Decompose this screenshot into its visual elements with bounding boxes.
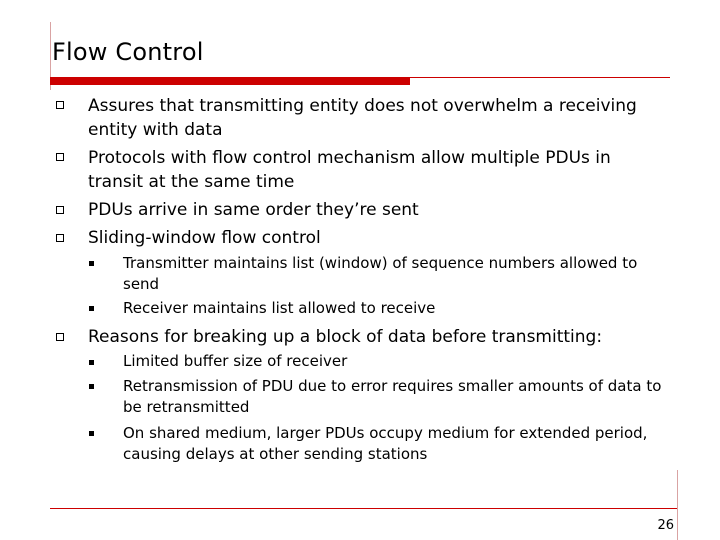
filled-square-icon [89, 261, 94, 266]
hollow-square-icon [56, 234, 64, 242]
bullet-text: Assures that transmitting entity does not overwhelm a receiving entity with data [88, 96, 637, 140]
filled-square-icon [89, 306, 94, 311]
footer-rule [50, 508, 678, 509]
footer-accent-rule [677, 470, 678, 540]
sub-bullet-text: Limited buffer size of receiver [123, 352, 348, 370]
sub-bullet-text: Receiver maintains list allowed to receive [123, 299, 436, 317]
slide-title: Flow Control [52, 38, 204, 66]
bullet-text: Sliding-window flow control [88, 228, 321, 248]
sub-bullet-text: On shared medium, larger PDUs occupy medium for extended period, causing delays at other sending stations [123, 424, 648, 463]
hollow-square-icon [56, 101, 64, 109]
filled-square-icon [89, 431, 94, 436]
hollow-square-icon [56, 153, 64, 161]
hollow-square-icon [56, 333, 64, 341]
hollow-square-icon [56, 206, 64, 214]
filled-square-icon [89, 360, 94, 365]
bullet-text: Reasons for breaking up a block of data before transmitting: [88, 327, 603, 347]
filled-square-icon [89, 384, 94, 389]
title-underline-thin [410, 77, 670, 78]
page-number: 26 [657, 518, 674, 533]
sub-bullet-text: Retransmission of PDU due to error requires smaller amounts of data to be retransmitted [123, 377, 662, 416]
title-underline-thick [50, 77, 410, 85]
bullet-text: PDUs arrive in same order they’re sent [88, 200, 419, 220]
bullet-text: Protocols with flow control mechanism allow multiple PDUs in transit at the same time [88, 148, 611, 192]
sub-bullet-text: Transmitter maintains list (window) of sequence numbers allowed to send [123, 254, 638, 293]
